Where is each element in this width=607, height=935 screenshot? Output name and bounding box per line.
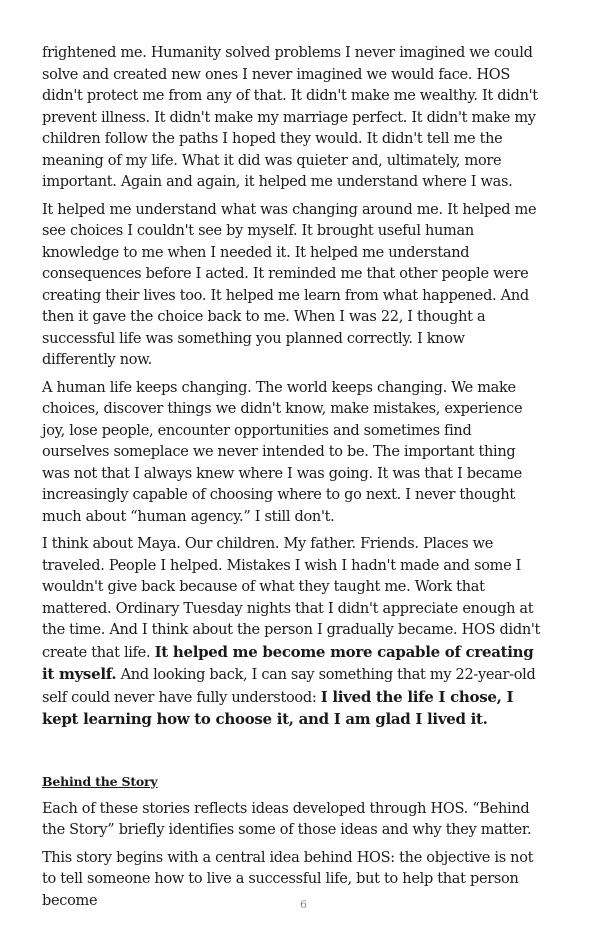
paragraph-2: It helped me understand what was changing around me. It helped me see choices I couldn't see by myself. It brought useful human knowledge to me when I needed it. It helped me understand consequences before I acted. It reminded me that other people were creating their lives too. It helped me learn from what happened. And then it gave the choice back to me. When I was 22, I thought a successful life was something you planned correctly. I know differently now.	[42, 201, 537, 368]
paragraph-4-text-b: And looking back, I can say something that my 22-year-old self could never have fully understood:	[42, 667, 536, 706]
document-page	[42, 43, 542, 918]
paragraph-3: A human life keeps changing. The world keeps changing. We make choices, discover things we didn't know, make mistakes, experience joy, lose people, encounter opportunities and sometimes find ourselves someplace we never intended to be. The important thing was not that I always knew where I was going. It was that I became increasingly capable of choosing where to go next. I never thought much about “human agency.” I still don't.	[42, 379, 523, 525]
paragraph-4-emphasis-a: It helped me become more capable of creating it myself.	[42, 642, 534, 683]
section-spacer	[42, 738, 542, 774]
paragraph-1: frightened me. Humanity solved problems I never imagined we could solve and created new ones I never imagined we would face. HOS didn't protect me from any of that. It didn't make me wealthy. It didn't prevent illness. It didn't make my marriage perfect. It didn't make my children follow the paths I hoped they would. It didn't tell me the meaning of my life. What it did was quieter and, ultimately, more important. Again and again, it helped me understand where I was.	[42, 45, 538, 190]
paragraph-4	[42, 534, 542, 732]
behind-the-story-paragraph-2: This story begins with a central idea behind HOS: the objective is not to tell someone how to live a successful life, but to help that person become	[42, 849, 534, 909]
paragraph-4-emphasis-b: I lived the life I chose, I kept learning how to choose it, and I am glad I lived it.	[42, 687, 514, 728]
behind-the-story-paragraph-1: Each of these stories reflects ideas developed through HOS. “Behind the Story” briefly identifies some of those ideas and why they matter.	[42, 800, 532, 838]
paragraph-4-text-a: I think about Maya. Our children. My father. Friends. Places we traveled. People I helped. Mistakes I wish I hadn't made and some I wouldn't give back because of what they taught me. Work that mattered. Ordinary Tuesday nights that I didn't appreciate enough at the time. And I think about the person I gradually became. HOS didn't create that life.	[42, 536, 541, 661]
behind-the-story-heading: Behind the Story	[42, 773, 158, 789]
page-number: 6	[300, 898, 307, 911]
